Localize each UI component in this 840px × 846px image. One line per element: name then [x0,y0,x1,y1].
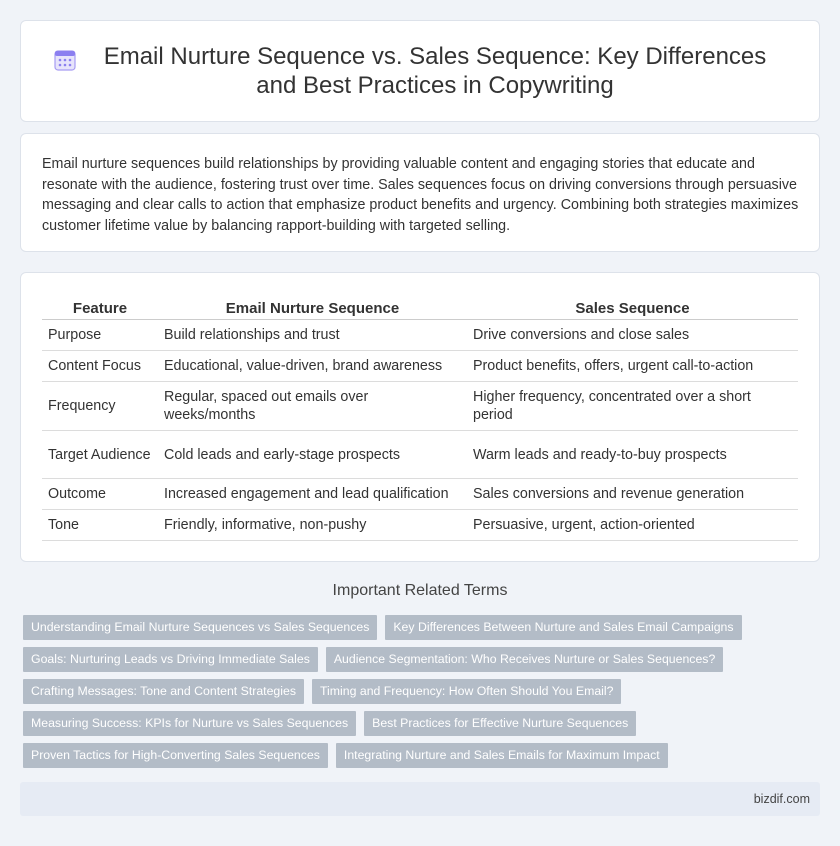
nurture-cell: Regular, spaced out emails over weeks/months [158,382,467,431]
summary-card [20,133,820,252]
feature-cell: Purpose [42,320,158,351]
sales-cell: Warm leads and ready-to-buy prospects [467,431,798,479]
footer [20,782,820,816]
table-row [42,351,798,382]
related-term-tag[interactable]: Audience Segmentation: Who Receives Nurture or Sales Sequences? [326,647,723,672]
sales-cell: Product benefits, offers, urgent call-to-action [467,351,798,382]
sales-cell: Drive conversions and close sales [467,320,798,351]
header-nurture: Email Nurture Sequence [158,293,467,320]
related-term-tag[interactable]: Measuring Success: KPIs for Nurture vs Sales Sequences [23,711,356,736]
nurture-cell: Cold leads and early-stage prospects [158,431,467,479]
table-row [42,479,798,510]
sales-cell: Sales conversions and revenue generation [467,479,798,510]
related-term-tag[interactable]: Integrating Nurture and Sales Emails for Maximum Impact [336,743,668,768]
nurture-cell: Build relationships and trust [158,320,467,351]
feature-cell: Target Audience [42,431,158,479]
related-terms-heading: Important Related Terms [332,582,508,599]
related-term-tag[interactable]: Timing and Frequency: How Often Should You Email? [312,679,621,704]
table-row [42,510,798,541]
summary-paragraph: Email nurture sequences build relationships by providing valuable content and engaging stories that educate and resonate with the audience, fostering trust over time. Sales sequences focus on driving conversions through persuasive messaging and clear calls to action that emphasize product benefits and urgency. Combining both strategies maximizes customer lifetime value by balancing rapport-building with targeted selling. [42,156,799,234]
comparison-table-card [20,272,820,562]
related-term-tag[interactable]: Best Practices for Effective Nurture Sequences [364,711,636,736]
feature-cell: Frequency [42,382,158,431]
feature-cell: Content Focus [42,351,158,382]
title-card [20,20,820,122]
nurture-cell: Increased engagement and lead qualification [158,479,467,510]
nurture-cell: Friendly, informative, non-pushy [158,510,467,541]
table-row [42,431,798,479]
related-term-tag[interactable]: Key Differences Between Nurture and Sales Email Campaigns [385,615,741,640]
sales-cell: Persuasive, urgent, action-oriented [467,510,798,541]
related-term-tag[interactable]: Proven Tactics for High-Converting Sales Sequences [23,743,328,768]
nurture-cell: Educational, value-driven, brand awareness [158,351,467,382]
table-row [42,320,798,351]
related-term-tag[interactable]: Understanding Email Nurture Sequences vs Sales Sequences [23,615,377,640]
table-header-row [42,293,798,320]
related-term-tag[interactable]: Crafting Messages: Tone and Content Strategies [23,679,304,704]
related-term-tag[interactable]: Goals: Nurturing Leads vs Driving Immediate Sales [23,647,318,672]
header-sales: Sales Sequence [467,293,798,320]
comparison-table [42,293,798,541]
feature-cell: Outcome [42,479,158,510]
related-terms-list [23,615,823,775]
page-title: Email Nurture Sequence vs. Sales Sequence: Key Differences and Best Practices in Copywriting [103,43,767,99]
footer-site-link[interactable]: bizdif.com [753,792,810,806]
feature-cell: Tone [42,510,158,541]
sales-cell: Higher frequency, concentrated over a short period [467,382,798,431]
table-row [42,382,798,431]
header-feature: Feature [42,293,158,320]
